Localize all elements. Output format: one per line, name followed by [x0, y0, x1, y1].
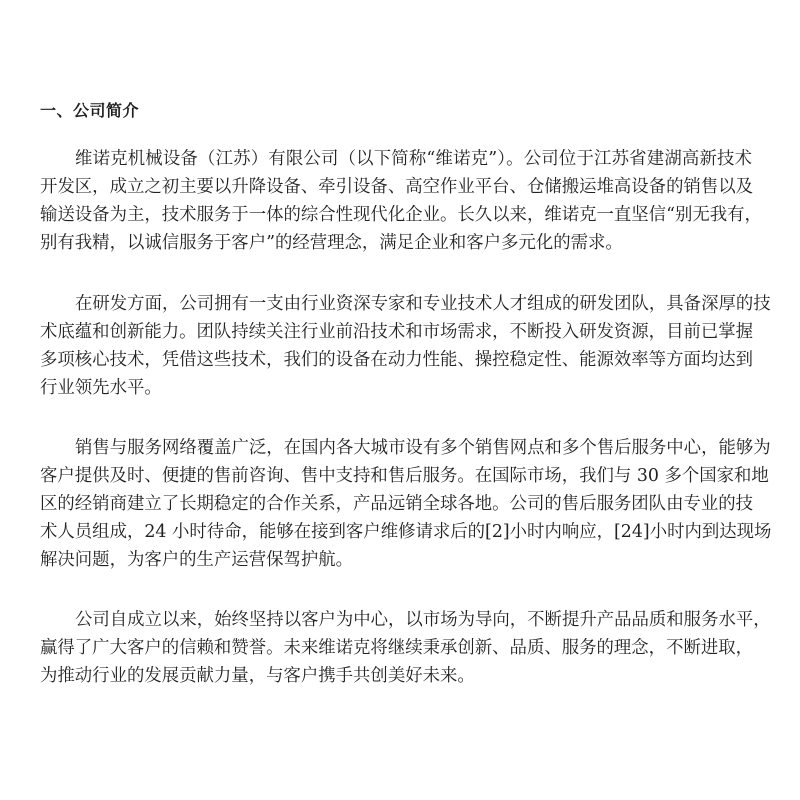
- paragraph-line: 别有我精，以诚信服务于客户”的经营理念，满足企业和客户多元化的需求。: [40, 233, 623, 253]
- paragraph-line: 多项核心技术，凭借这些技术，我们的设备在动力性能、操控稳定性、能源效率等方面均达到: [40, 350, 754, 370]
- paragraph-sales-service: [40, 434, 772, 574]
- paragraph-line: 区的经销商建立了长期稳定的合作关系，产品远销全球各地。公司的售后服务团队由专业的技: [40, 494, 754, 514]
- paragraph-line: 开发区，成立之初主要以升降设备、牵引设备、高空作业平台、仓储搬运堆高设备的销售以及: [40, 177, 754, 197]
- section-heading: 一、公司简介: [40, 101, 140, 120]
- paragraph-line: 维诺克机械设备（江苏）有限公司（以下简称“维诺克”）。公司位于江苏省建湖高新技术: [75, 149, 752, 169]
- paragraph-line: 销售与服务网络覆盖广泛，在国内各大城市设有多个销售网点和多个售后服务中心，能够为: [75, 438, 771, 458]
- paragraph-line: 行业领先水平。: [40, 378, 162, 398]
- paragraph-line: 解决问题，为客户的生产运营保驾护航。: [40, 550, 354, 570]
- paragraph-line: 输送设备为主，技术服务于一体的综合性现代化企业。长久以来，维诺克一直坚信“别无我有，: [40, 205, 762, 225]
- paragraph-line: 客户提供及时、便捷的售前咨询、售中支持和售后服务。在国际市场，我们与 30 多个国家和地: [40, 466, 769, 486]
- paragraph-line: 在研发方面，公司拥有一支由行业资深专家和专业技术人才组成的研发团队，具备深厚的技: [75, 294, 771, 314]
- paragraph-vision: [40, 606, 771, 690]
- paragraph-line: 为推动行业的发展贡献力量，与客户携手共创美好未来。: [40, 666, 475, 686]
- paragraph-line: 赢得了广大客户的信赖和赞誉。未来维诺克将继续秉承创新、品质、服务的理念，不断进取，: [40, 638, 754, 658]
- paragraph-rnd: [40, 290, 771, 402]
- paragraph-line: 术人员组成，24 小时待命，能够在接到客户维修请求后的[2]小时内响应，[24]小时内到达现场: [40, 522, 772, 542]
- paragraph-line: 公司自成立以来，始终坚持以客户为中心，以市场为导向，不断提升产品品质和服务水平，: [75, 610, 771, 630]
- paragraph-company-overview: [40, 145, 762, 257]
- paragraph-line: 术底蕴和创新能力。团队持续关注行业前沿技术和市场需求，不断投入研发资源，目前已掌握: [40, 322, 754, 342]
